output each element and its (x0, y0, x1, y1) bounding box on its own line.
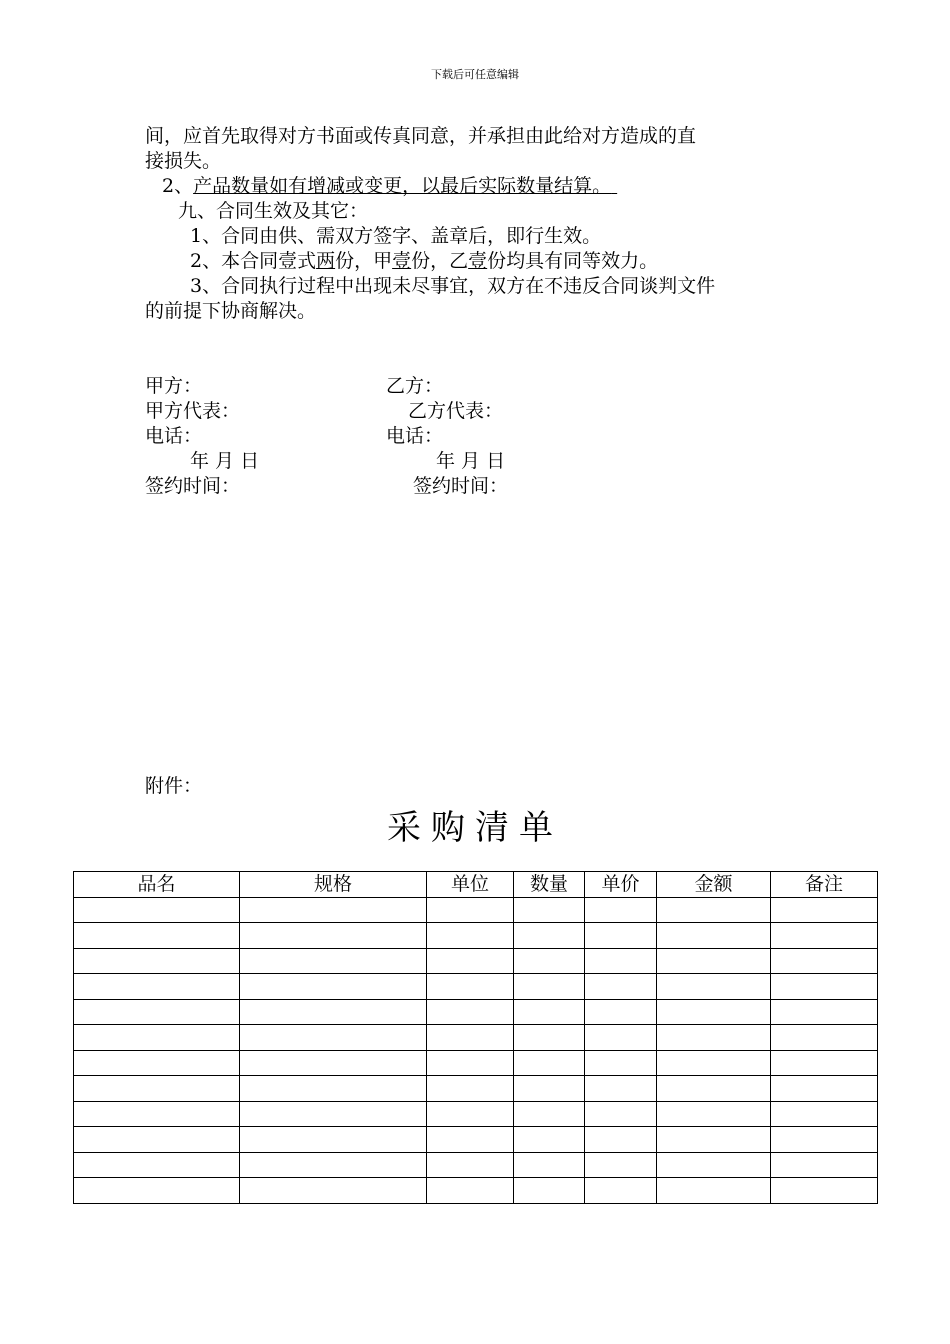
table-cell (427, 1025, 514, 1051)
table-cell (771, 1076, 878, 1102)
table-cell (657, 1152, 771, 1178)
paragraph-line: 的前提下协商解决。 (145, 300, 317, 322)
section-heading-9: 九、合同生效及其它： (178, 200, 369, 222)
table-cell (74, 1076, 240, 1102)
table-cell (427, 1152, 514, 1178)
table-cell (514, 1076, 585, 1102)
table-row (74, 974, 878, 1000)
clause-text: 产品数量如有增减或变更，以最后实际数量结算。 (193, 175, 612, 197)
table-cell (771, 1127, 878, 1153)
clause-item-3: 3、合同执行过程中出现未尽事宜，双方在不违反合同谈判文件 (190, 275, 716, 297)
purchase-list-table (73, 871, 878, 1204)
table-cell (585, 1076, 657, 1102)
column-header: 金额 (657, 872, 771, 898)
table-cell (657, 1101, 771, 1127)
table-cell (657, 948, 771, 974)
table-row (74, 1025, 878, 1051)
header-note: 下载后可任意编辑 (431, 68, 519, 81)
paragraph-line: 间，应首先取得对方书面或传真同意，并承担由此给对方造成的直 (145, 125, 697, 147)
table-cell (427, 923, 514, 949)
table-cell (585, 1101, 657, 1127)
quantity-clause (162, 174, 842, 199)
table-cell (585, 1152, 657, 1178)
list-title: 采购清单 (387, 808, 563, 848)
table-cell (657, 923, 771, 949)
table-cell (74, 1025, 240, 1051)
party-b-rep-label: 乙方代表： (408, 400, 504, 422)
column-header: 数量 (514, 872, 585, 898)
table-cell (74, 1152, 240, 1178)
table-cell (771, 1050, 878, 1076)
table-cell (74, 974, 240, 1000)
table-cell (657, 1076, 771, 1102)
clause-text: 份，乙 (411, 250, 469, 272)
table-cell (240, 1127, 427, 1153)
table-cell (585, 948, 657, 974)
table-cell (585, 999, 657, 1025)
table-cell (427, 1178, 514, 1204)
table-cell (427, 1127, 514, 1153)
party-b-phone-label: 电话： (386, 425, 444, 447)
table-cell (771, 948, 878, 974)
table-cell (74, 1178, 240, 1204)
table-cell (74, 897, 240, 923)
table-cell (74, 948, 240, 974)
table-cell (514, 999, 585, 1025)
table-header-row (74, 872, 878, 898)
table-cell (427, 948, 514, 974)
table-cell (74, 923, 240, 949)
table-cell (514, 923, 585, 949)
table-cell (771, 897, 878, 923)
table-cell (514, 1101, 585, 1127)
table-cell (585, 1025, 657, 1051)
table-row (74, 923, 878, 949)
table-cell (771, 1152, 878, 1178)
table-cell (771, 974, 878, 1000)
table-cell (657, 1025, 771, 1051)
table-cell (427, 999, 514, 1025)
clause-text: 份均具有同等效力。 (487, 250, 659, 272)
table-cell (240, 999, 427, 1025)
party-a-rep-label: 甲方代表： (145, 400, 241, 422)
party-a-label: 甲方： (145, 375, 203, 397)
party-b-label: 乙方： (386, 375, 444, 397)
table-cell (657, 1050, 771, 1076)
clause-number: 2、 (162, 175, 194, 197)
table-cell (585, 1050, 657, 1076)
table-cell (514, 1127, 585, 1153)
copies-count: 壹 (468, 250, 488, 272)
table-cell (771, 923, 878, 949)
table-cell (514, 897, 585, 923)
table-row (74, 948, 878, 974)
table-cell (771, 999, 878, 1025)
attachment-label: 附件： (145, 775, 203, 797)
copies-count: 两 (316, 250, 336, 272)
table-cell (585, 1127, 657, 1153)
party-b-date: 年 月 日 (436, 450, 506, 472)
table-cell (240, 1050, 427, 1076)
table-cell (514, 1025, 585, 1051)
table-row (74, 1152, 878, 1178)
table-cell (585, 897, 657, 923)
table-cell (240, 897, 427, 923)
table-cell (585, 1178, 657, 1204)
table-cell (514, 1050, 585, 1076)
table-cell (514, 1178, 585, 1204)
table-cell (240, 923, 427, 949)
table-cell (514, 1152, 585, 1178)
table-cell (427, 1050, 514, 1076)
table-cell (240, 1101, 427, 1127)
table-cell (427, 1076, 514, 1102)
table-cell (514, 948, 585, 974)
party-a-phone-label: 电话： (145, 425, 203, 447)
column-header: 单价 (585, 872, 657, 898)
copies-count: 壹 (392, 250, 412, 272)
table-row (74, 1101, 878, 1127)
paragraph-line: 接损失。 (145, 150, 222, 172)
table-row (74, 1127, 878, 1153)
table-cell (585, 923, 657, 949)
party-b-sign-time: 签约时间： (413, 475, 509, 497)
table-cell (657, 999, 771, 1025)
table-cell (74, 1050, 240, 1076)
column-header: 单位 (427, 872, 514, 898)
table-cell (240, 1076, 427, 1102)
table-cell (240, 1178, 427, 1204)
table-row (74, 1178, 878, 1204)
clause-item-2 (190, 249, 870, 274)
table-row (74, 999, 878, 1025)
table-body (74, 897, 878, 1203)
table-row (74, 1050, 878, 1076)
table-cell (771, 1178, 878, 1204)
table-cell (74, 999, 240, 1025)
table-cell (240, 1025, 427, 1051)
table-cell (240, 948, 427, 974)
clause-text: 2、本合同壹式 (190, 250, 317, 272)
table-cell (74, 1127, 240, 1153)
table-row (74, 897, 878, 923)
table-cell (240, 974, 427, 1000)
column-header: 规格 (240, 872, 427, 898)
table-cell (427, 974, 514, 1000)
table-cell (771, 1025, 878, 1051)
column-header: 品名 (74, 872, 240, 898)
table-row (74, 1076, 878, 1102)
party-a-sign-time: 签约时间： (145, 475, 241, 497)
clause-item-1: 1、合同由供、需双方签字、盖章后，即行生效。 (190, 225, 602, 247)
table-cell (585, 974, 657, 1000)
table-cell (240, 1152, 427, 1178)
table-cell (771, 1101, 878, 1127)
party-a-date: 年 月 日 (190, 450, 260, 472)
table-cell (657, 897, 771, 923)
table-cell (657, 1127, 771, 1153)
clause-text: 份，甲 (335, 250, 393, 272)
table-cell (74, 1101, 240, 1127)
column-header: 备注 (771, 872, 878, 898)
table-cell (427, 897, 514, 923)
table-cell (427, 1101, 514, 1127)
table-cell (657, 1178, 771, 1204)
table-cell (514, 974, 585, 1000)
table-cell (657, 974, 771, 1000)
